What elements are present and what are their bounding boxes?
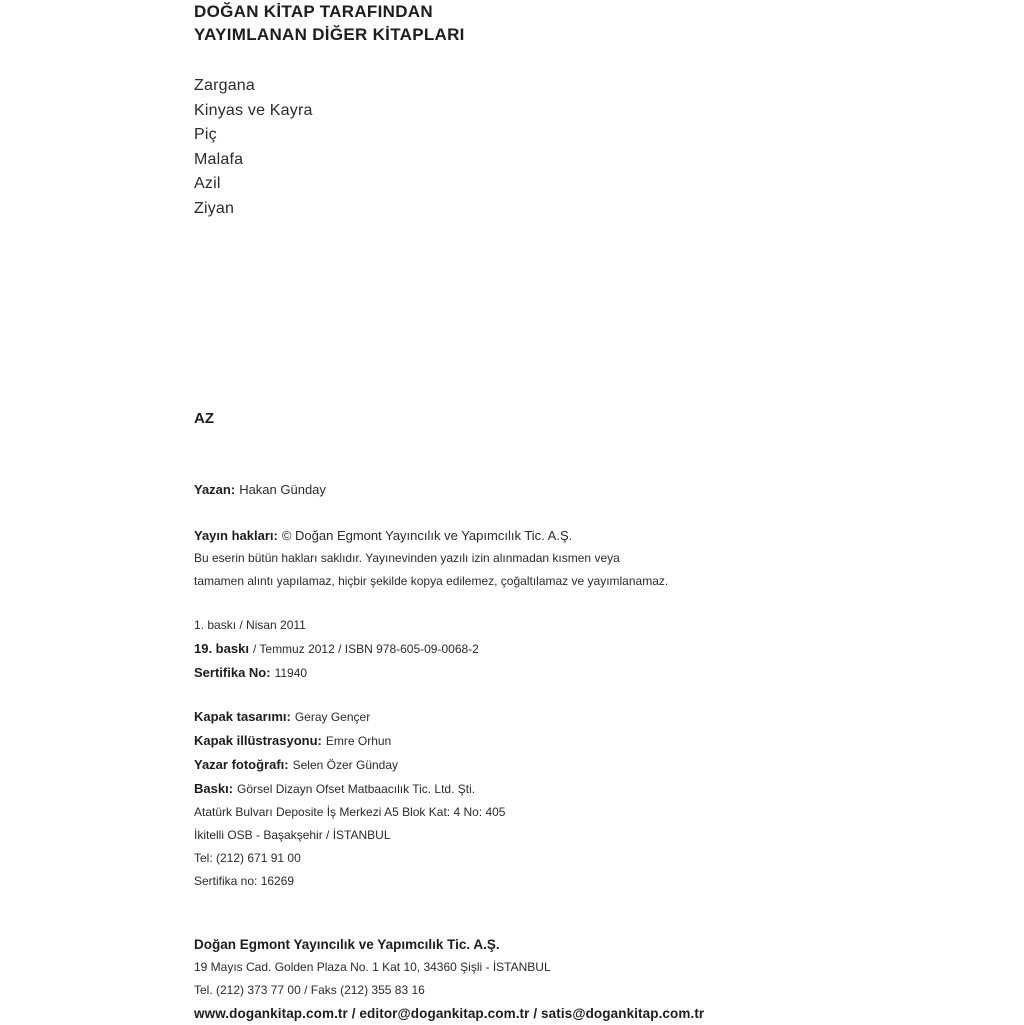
other-books-heading (194, 0, 465, 46)
list-item: Piç (194, 126, 217, 143)
cover-design-label: Kapak tasarımı: (194, 709, 291, 724)
rights-line-2: Bu eserin bütün hakları saklıdır. Yayınevinden yazılı izin alınmadan kısmen veya (194, 551, 620, 565)
publisher-block (194, 933, 994, 1025)
publisher-web-links[interactable]: www.dogankitap.com.tr / editor@dogankitap.com.tr / satis@dogankitap.com.tr (194, 1006, 705, 1021)
print-address-2: İkitelli OSB - Başakşehir / İSTANBUL (194, 828, 391, 842)
author-photo-value: Selen Özer Günday (292, 758, 399, 772)
rights-value: © Doğan Egmont Yayıncılık ve Yapımcılık Tic. A.Ş. (281, 528, 573, 543)
list-item: Azil (194, 175, 221, 192)
author-label: Yazan: (194, 482, 236, 497)
rights-line-3: tamamen alıntı yapılamaz, hiçbir şekilde kopya edilemez, çoğaltılamaz ve yayımlanamaz. (194, 574, 669, 588)
print-certificate: Sertifika no: 16269 (194, 874, 295, 888)
editions-block (194, 614, 994, 685)
publisher-address: 19 Mayıs Cad. Golden Plaza No. 1 Kat 10, 34360 Şişli - İSTANBUL (194, 960, 551, 974)
print-address-1: Atatürk Bulvarı Deposite İş Merkezi A5 Blok Kat: 4 No: 405 (194, 805, 506, 819)
heading-line-1: DOĞAN KİTAP TARAFINDAN (194, 2, 433, 21)
print-phone: Tel: (212) 671 91 00 (194, 851, 301, 865)
list-item: Ziyan (194, 199, 235, 217)
other-books-list (194, 74, 313, 221)
list-item: Malafa (194, 150, 244, 168)
list-item: Zargana (194, 77, 255, 94)
book-title: AZ (194, 410, 214, 427)
publisher-phone: Tel. (212) 373 77 00 / Faks (212) 355 83 16 (194, 983, 425, 997)
author-block (194, 478, 994, 501)
certificate-label: Sertifika No: (194, 665, 271, 680)
list-item: Kinyas ve Kayra (194, 101, 313, 119)
first-edition: 1. baskı / Nisan 2011 (194, 618, 306, 632)
cover-illustration-label: Kapak illüstrasyonu: (194, 733, 322, 748)
cover-design-value: Geray Gençer (294, 710, 371, 724)
credits-block (194, 705, 994, 893)
publisher-name: Doğan Egmont Yayıncılık ve Yapımcılık Tic. A.Ş. (194, 937, 500, 952)
current-edition-label: 19. baskı (194, 641, 249, 656)
rights-block (194, 524, 994, 593)
heading-line-2: YAYIMLANAN DİĞER KİTAPLARI (194, 25, 465, 44)
print-label: Baskı: (194, 781, 234, 796)
author-value: Hakan Günday (239, 482, 326, 497)
current-edition-value: / Temmuz 2012 / ISBN 978-605-09-0068-2 (252, 642, 479, 656)
rights-label: Yayın hakları: (194, 528, 278, 543)
author-photo-label: Yazar fotoğrafı: (194, 757, 289, 772)
cover-illustration-value: Emre Orhun (325, 734, 392, 748)
certificate-value: 11940 (274, 666, 308, 680)
print-value: Görsel Dizayn Ofset Matbaacılık Tic. Ltd. Şti. (237, 782, 476, 796)
